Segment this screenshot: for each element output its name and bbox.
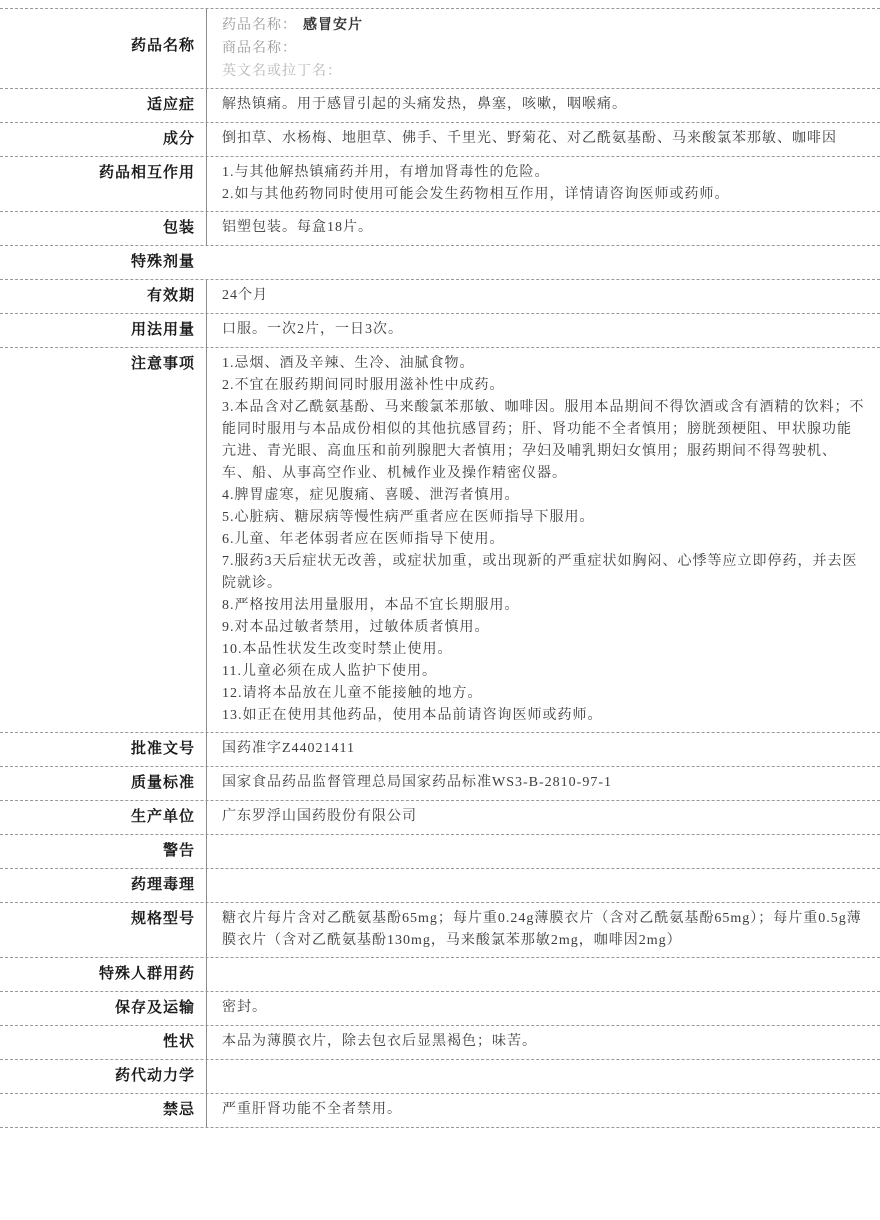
text-line: 2.不宜在服药期间同时服用滋补性中成药。 [222,378,505,393]
row-label: 适应症 [146,97,195,113]
text-line: 国药准字Z44021411 [222,741,356,756]
text-line: 本品为薄膜衣片，除去包衣后显黑褐色；味苦。 [222,1034,537,1049]
text-line: 5.心脏病、糖尿病等慢性病严重者应在医师指导下服用。 [222,510,595,525]
row-value [206,123,880,156]
table-row [0,902,880,957]
field-value-text [297,41,303,56]
row-label: 药品名称 [130,38,195,54]
text-line: 糖衣片每片含对乙酰氨基酚65mg；每片重0.24g薄膜衣片（含对乙酰氨基酚65mg）；每片重0.5g薄膜衣片（含对乙酰氨基酚130mg，马来酸氯苯那敏2mg，咖啡因2mg） [222,911,862,948]
row-label: 用法用量 [130,322,195,338]
row-value [206,733,880,766]
text-line: 铝塑包装。每盒18片。 [222,220,373,235]
text-line: 3.本品含对乙酰氨基酚、马来酸氯苯那敏、咖啡因。服用本品期间不得饮酒或含有酒精的饮料；不能同时服用与本品成份相似的其他抗感冒药；肝、肾功能不全者慎用；膀胱颈梗阻、甲状腺功能亢进、青光眼、高血压和前列腺肥大者慎用；孕妇及哺乳期妇女慎用；服药期间不得驾驶机、车、船、从事高空作业、机械作业及操作精密仪器。 [222,400,865,481]
table-row [0,1093,880,1127]
row-label: 注意事项 [130,356,195,372]
text-line: 国家食品药品监督管理总局国家药品标准WS3-B-2810-97-1 [222,775,612,790]
row-value [206,348,880,732]
field-key-label: 英文名或拉丁名： [222,64,342,79]
row-value [206,903,880,957]
row-value [206,1094,880,1127]
text-line: 10.本品性状发生改变时禁止使用。 [222,642,453,657]
table-row [0,957,880,991]
text-line: 解热镇痛。用于感冒引起的头痛发热，鼻塞，咳嗽，咽喉痛。 [222,97,627,112]
row-label: 特殊人群用药 [98,966,195,982]
table-row [0,156,880,211]
text-line: 严重肝肾功能不全者禁用。 [222,1102,402,1117]
row-value [206,1026,880,1059]
text-line: 9.对本品过敏者禁用，过敏体质者慎用。 [222,620,490,635]
row-value [206,992,880,1025]
row-label: 质量标准 [130,775,195,791]
table-row [0,313,880,347]
row-label: 成分 [162,131,195,147]
row-label: 规格型号 [130,911,195,927]
row-value [206,9,880,88]
row-label: 性状 [162,1034,195,1050]
text-line: 8.严格按用法用量服用，本品不宜长期服用。 [222,598,520,613]
text-line: 2.如与其他药物同时使用可能会发生药物相互作用，详情请咨询医师或药师。 [222,187,730,202]
row-value [206,1060,880,1093]
row-label: 特殊剂量 [130,254,195,270]
row-value [206,801,880,834]
text-line: 7.服药3天后症状无改善，或症状加重，或出现新的严重症状如胸闷、心悸等应立即停药，并去医院就诊。 [222,554,858,591]
text-line: 1.与其他解热镇痛药并用，有增加肾毒性的危险。 [222,165,550,180]
row-label: 药品相互作用 [98,165,195,181]
text-line: 11.儿童必须在成人监护下使用。 [222,664,437,679]
row-label: 禁忌 [162,1102,195,1118]
row-value [206,89,880,122]
table-row [0,991,880,1025]
row-label: 药理毒理 [130,877,195,893]
text-line: 广东罗浮山国药股份有限公司 [222,809,417,824]
text-line: 倒扣草、水杨梅、地胆草、佛手、千里光、野菊花、对乙酰氨基酚、马来酸氯苯那敏、咖啡因 [222,131,837,146]
table-row [0,766,880,800]
text-line: 4.脾胃虚寒，症见腹痛、喜暖、泄泻者慎用。 [222,488,520,503]
table-row [0,1059,880,1093]
name-field-line [222,14,865,37]
text-line: 口服。一次2片，一日3次。 [222,322,403,337]
table-row [0,834,880,868]
row-value [206,869,880,902]
row-label: 批准文号 [130,741,195,757]
table-row [0,1025,880,1059]
name-field-line [222,60,865,83]
row-value [206,835,880,868]
table-row [0,8,880,88]
row-label: 生产单位 [130,809,195,825]
row-value [206,157,880,211]
row-value [206,767,880,800]
field-key-label: 商品名称： [222,41,297,56]
row-value [206,314,880,347]
text-line: 密封。 [222,1000,267,1015]
text-line: 24个月 [222,288,268,303]
row-value [206,212,880,245]
row-value [206,958,880,991]
text-line: 1.忌烟、酒及辛辣、生冷、油腻食物。 [222,356,475,371]
name-field-line [222,37,865,60]
table-row [0,800,880,834]
row-value [206,246,880,279]
row-label: 药代动力学 [114,1068,195,1084]
drug-info-table [0,8,880,1128]
table-row [0,347,880,732]
text-line: 13.如正在使用其他药品，使用本品前请咨询医师或药师。 [222,708,603,723]
table-row [0,122,880,156]
field-value-text: 感冒安片 [303,18,363,33]
table-row [0,279,880,313]
table-row [0,88,880,122]
row-label: 警告 [162,843,195,859]
table-row [0,211,880,245]
field-value-text [342,64,348,79]
table-row [0,245,880,279]
table-row [0,732,880,766]
text-line: 6.儿童、年老体弱者应在医师指导下使用。 [222,532,505,547]
field-key-label: 药品名称： [222,18,297,33]
row-label: 有效期 [146,288,195,304]
table-row [0,868,880,902]
row-label: 保存及运输 [114,1000,195,1016]
row-value [206,280,880,313]
text-line: 12.请将本品放在儿童不能接触的地方。 [222,686,483,701]
row-label: 包装 [162,220,195,236]
